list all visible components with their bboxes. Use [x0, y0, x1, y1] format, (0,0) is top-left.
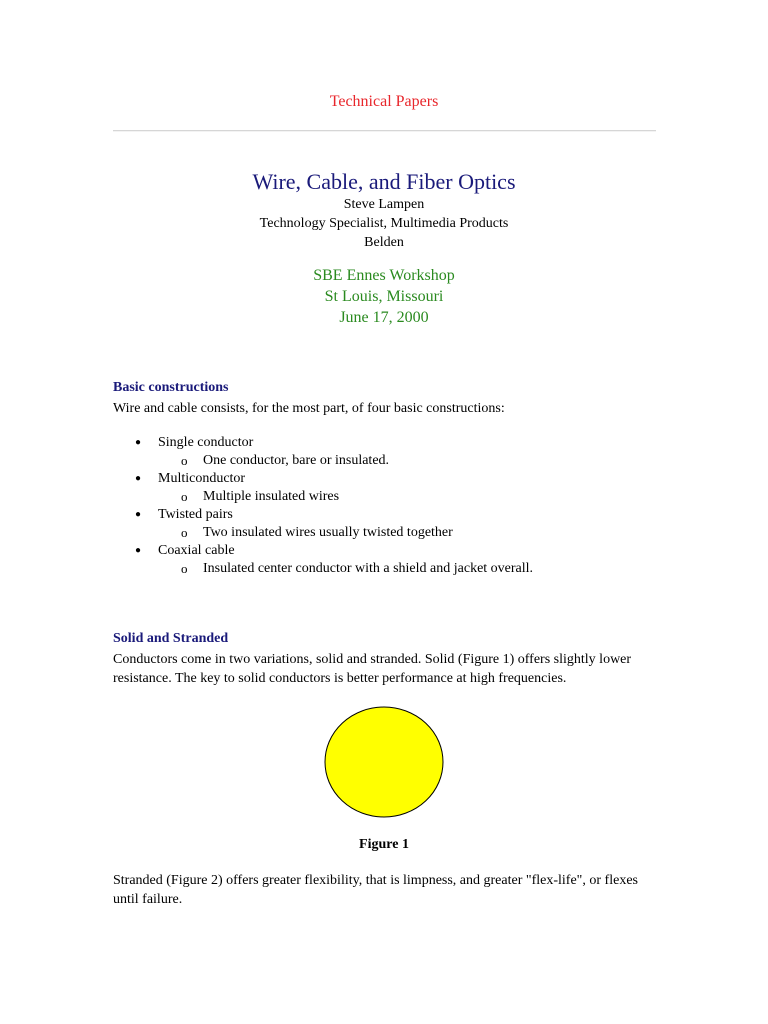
bullet-icon: ● [135, 509, 142, 520]
circle-bullet-icon: o [181, 489, 188, 504]
sub-list-item-text: Multiple insulated wires [203, 489, 340, 504]
title-block [0, 168, 768, 252]
sub-list-item-text: Insulated center conductor with a shield and jacket overall. [203, 561, 534, 576]
event-location: St Louis, Missouri [324, 288, 444, 305]
solid-conductor-figure [323, 705, 445, 819]
list-item-label: Twisted pairs [158, 507, 233, 522]
bullet-icon: ● [135, 545, 142, 556]
section-label[interactable]: Technical Papers [329, 93, 439, 110]
list-item-label: Multiconductor [158, 471, 246, 486]
sub-list-item-text: One conductor, bare or insulated. [203, 453, 390, 468]
bullet-icon: ● [135, 437, 142, 448]
list-item [113, 542, 653, 560]
basic-constructions-intro: Wire and cable consists, for the most part, of four basic constructions: [113, 401, 505, 416]
sub-list-item [113, 488, 653, 506]
horizontal-rule [113, 130, 656, 132]
event-block [0, 265, 768, 328]
solid-stranded-paragraph: Conductors come in two variations, solid and stranded. Solid (Figure 1) offers slightly lower resistance. The key to solid conductors is better performance at high frequencies. [113, 652, 632, 686]
list-item-label: Single conductor [158, 435, 254, 450]
circle-bullet-icon: o [181, 453, 188, 468]
list-item-label: Coaxial cable [158, 543, 235, 558]
circle-bullet-icon: o [181, 561, 188, 576]
circle-bullet-icon: o [181, 525, 188, 540]
event-name: SBE Ennes Workshop [313, 267, 455, 284]
event-date: June 17, 2000 [339, 309, 429, 326]
sub-list-item [113, 452, 653, 470]
stranded-paragraph: Stranded (Figure 2) offers greater flexibility, that is limpness, and greater "flex-life", or flexes until failure. [113, 873, 638, 907]
sub-list-item [113, 524, 653, 542]
sub-list-item-text: Two insulated wires usually twisted together [203, 525, 453, 540]
author-company: Belden [364, 235, 404, 250]
author-role: Technology Specialist, Multimedia Products [259, 216, 509, 231]
heading-solid-stranded: Solid and Stranded [113, 631, 229, 646]
figure-caption: Figure 1 [359, 837, 409, 852]
document-title: Wire, Cable, and Fiber Optics [252, 169, 516, 194]
list-item [113, 506, 653, 524]
author-name: Steve Lampen [343, 197, 425, 212]
list-item [113, 470, 653, 488]
list-item [113, 434, 653, 452]
constructions-list [113, 434, 653, 578]
sub-list-item [113, 560, 653, 578]
heading-basic-constructions: Basic constructions [113, 380, 229, 395]
figure-1 [323, 705, 445, 819]
solid-conductor-circle [325, 707, 443, 817]
bullet-icon: ● [135, 473, 142, 484]
